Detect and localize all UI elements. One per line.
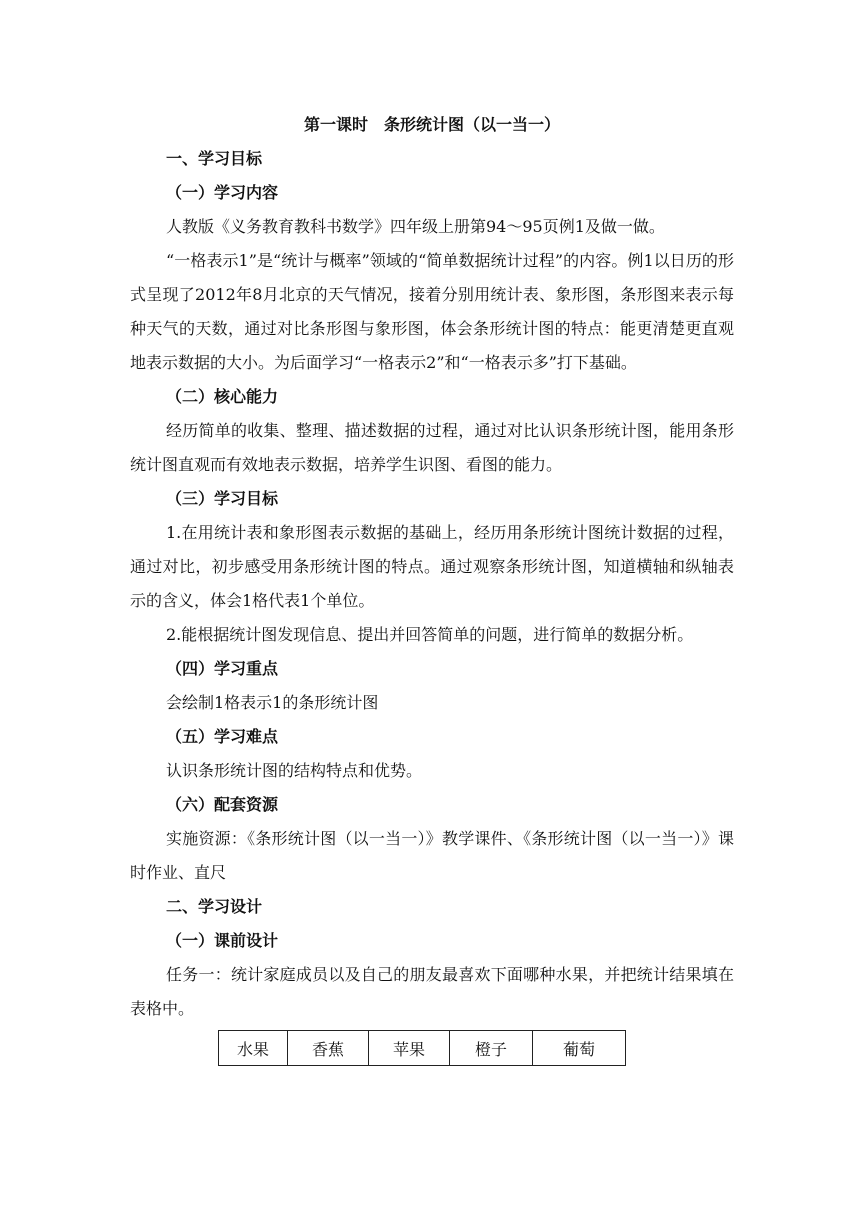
paragraph-content-description: “一格表示1”是“统计与概率”领域的“简单数据统计过程”的内容。例1以日历的形式呈现了2012年8月北京的天气情况，接着分别用统计表、象形图，条形图来表示每种天气的天数，通过对比条形图与象形图，体会条形统计图的特点：能更清楚更直观地表示数据的大小。为后面学习“一格表示2”和“一格表示多”打下基础。 (130, 251, 734, 372)
subsection-pre-class: （一）课前设计 (166, 931, 279, 950)
section-learning-design: 二、学习设计 (166, 897, 263, 916)
paragraph-difficulty: 认识条形统计图的结构特点和优势。 (166, 761, 423, 780)
table-header-cell: 葡萄 (533, 1031, 626, 1066)
document-page (130, 108, 734, 1066)
paragraph-resources: 实施资源：《条形统计图（以一当一）》教学课件、《条形统计图（以一当一）》课时作业、直尺 (130, 829, 734, 882)
table-header-cell: 苹果 (369, 1031, 450, 1066)
paragraph-objective-2: 2.能根据统计图发现信息、提出并回答简单的问题，进行简单的数据分析。 (166, 625, 694, 644)
table-header-cell: 水果 (219, 1031, 288, 1066)
section-learning-goals: 一、学习目标 (166, 149, 263, 168)
paragraph-textbook: 人教版《义务教育教科书数学》四年级上册第94～95页例1及做一做。 (166, 217, 665, 236)
subsection-objectives: （三）学习目标 (166, 489, 279, 508)
table-row (219, 1031, 626, 1066)
subsection-difficulty: （五）学习难点 (166, 727, 279, 746)
paragraph-task-1: 任务一：统计家庭成员以及自己的朋友最喜欢下面哪种水果，并把统计结果填在表格中。 (130, 965, 734, 1018)
subsection-resources: （六）配套资源 (166, 795, 279, 814)
subsection-key-point: （四）学习重点 (166, 659, 279, 678)
subsection-core-ability: （二）核心能力 (166, 387, 279, 406)
subsection-learning-content: （一）学习内容 (166, 183, 279, 202)
paragraph-objective-1: 1.在用统计表和象形图表示数据的基础上，经历用条形统计图统计数据的过程，通过对比，初步感受用条形统计图的特点。通过观察条形统计图，知道横轴和纵轴表示的含义，体会1格代表1个单位。 (130, 523, 734, 610)
paragraph-core-ability: 经历简单的收集、整理、描述数据的过程，通过对比认识条形统计图，能用条形统计图直观而有效地表示数据，培养学生识图、看图的能力。 (130, 421, 734, 474)
paragraph-key-point: 会绘制1格表示1的条形统计图 (166, 693, 379, 712)
lesson-title: 第一课时 条形统计图（以一当一） (303, 115, 560, 134)
table-header-cell: 香蕉 (288, 1031, 369, 1066)
table-header-cell: 橙子 (450, 1031, 533, 1066)
fruit-table (218, 1030, 626, 1066)
